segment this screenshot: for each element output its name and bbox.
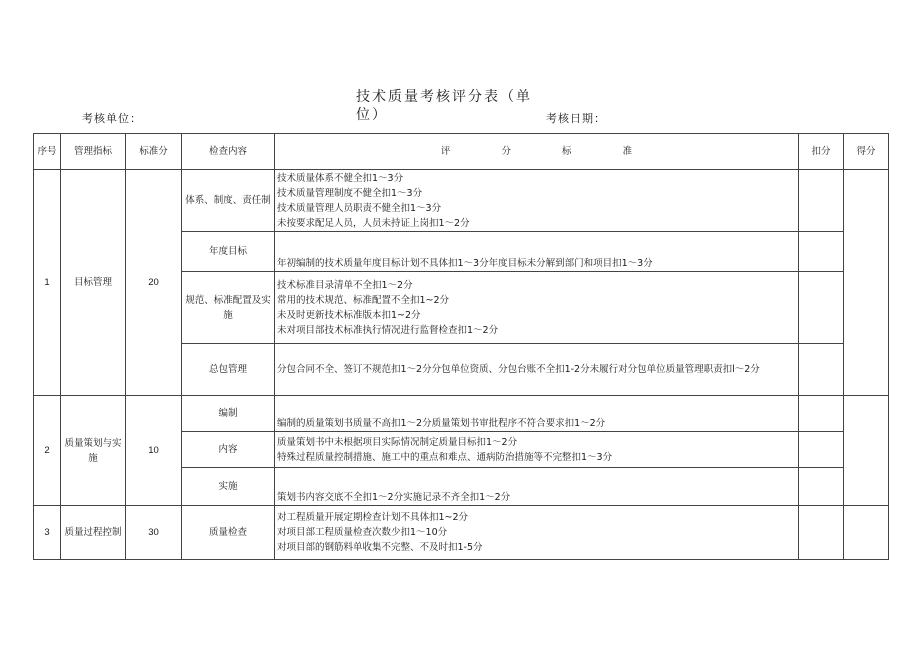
group-seq: 2 (34, 396, 61, 506)
criteria-cell: 编制的质量策划书质量不高扣1～2分质量策划书审批程序不符合要求扣1～2分 (275, 396, 799, 432)
deduct-cell[interactable] (799, 272, 844, 344)
header-deduct: 扣分 (799, 134, 844, 170)
criteria-cell: 对工程质量开展定期检查计划不具体扣1~2分 对项目部工程质量检查次数少扣1～10分 对项目部的钢筋料单收集不完整、不及时扣1-5分 (275, 506, 799, 560)
assessment-date-label: 考核日期： (546, 112, 606, 125)
table-row (34, 396, 889, 432)
header-indicator: 管理指标 (61, 134, 126, 170)
deduct-cell[interactable] (799, 344, 844, 396)
header-score: 得分 (844, 134, 889, 170)
group-seq: 3 (34, 506, 61, 560)
group-indicator: 质量过程控制 (61, 506, 126, 560)
deduct-cell[interactable] (799, 396, 844, 432)
table-row (34, 170, 889, 232)
check-content: 内容 (182, 432, 275, 468)
header-content: 检查内容 (182, 134, 275, 170)
assessed-unit-label: 考核单位： (82, 112, 142, 125)
criteria-cell: 策划书内容交底不全扣1～2分实施记录不齐全扣1～2分 (275, 468, 799, 506)
check-content: 总包管理 (182, 344, 275, 396)
criteria-cell: 技术质量体系不健全扣1～3分 技术质量管理制度不健全扣1～3分 技术质量管理人员职责不健全扣1～3分 未按要求配足人员，人员未持证上岗扣1～2分 (275, 170, 799, 232)
group-std-score: 20 (126, 170, 182, 396)
score-cell[interactable] (844, 506, 889, 560)
group-std-score: 10 (126, 396, 182, 506)
group-indicator: 目标管理 (61, 170, 126, 396)
check-content: 年度目标 (182, 232, 275, 272)
deduct-cell[interactable] (799, 432, 844, 468)
scoring-table (33, 133, 889, 560)
check-content: 规范、标准配置及实施 (182, 272, 275, 344)
deduct-cell[interactable] (799, 170, 844, 232)
group-seq: 1 (34, 170, 61, 396)
criteria-cell: 年初编制的技术质量年度目标计划不具体扣1～3分年度目标未分解到部门和项目扣1～3分 (275, 232, 799, 272)
header-criteria: 评 分 标 准 (275, 134, 799, 170)
group-std-score: 30 (126, 506, 182, 560)
criteria-cell: 技术标准目录清单不全扣1～2分 常用的技术规范、标准配置不全扣1~2分 未及时更新技术标准版本扣1~2分 未对项目部技术标准执行情况进行监督检查扣1～2分 (275, 272, 799, 344)
check-content: 体系、制度、责任制 (182, 170, 275, 232)
score-cell[interactable] (844, 170, 889, 396)
deduct-cell[interactable] (799, 468, 844, 506)
score-cell[interactable] (844, 396, 889, 506)
header-std-score: 标准分 (126, 134, 182, 170)
form-title: 技术质量考核评分表（单位） (356, 89, 532, 123)
table-row (34, 506, 889, 560)
criteria-cell: 质量策划书中未根据项目实际情况制定质量目标扣1～2分 特殊过程质量控制措施、施工中的重点和难点、通病防治措施等不完整扣1～3分 (275, 432, 799, 468)
table-header-row (34, 134, 889, 170)
check-content: 实施 (182, 468, 275, 506)
group-indicator: 质量策划与实施 (61, 396, 126, 506)
header-seq: 序号 (34, 134, 61, 170)
check-content: 编制 (182, 396, 275, 432)
deduct-cell[interactable] (799, 232, 844, 272)
check-content: 质量检查 (182, 506, 275, 560)
criteria-cell: 分包合同不全、签订不规范扣1～2分分包单位资质、分包台账不全扣1-2分未履行对分包单位质量管理职责扣l～2分 (275, 344, 799, 396)
deduct-cell[interactable] (799, 506, 844, 560)
